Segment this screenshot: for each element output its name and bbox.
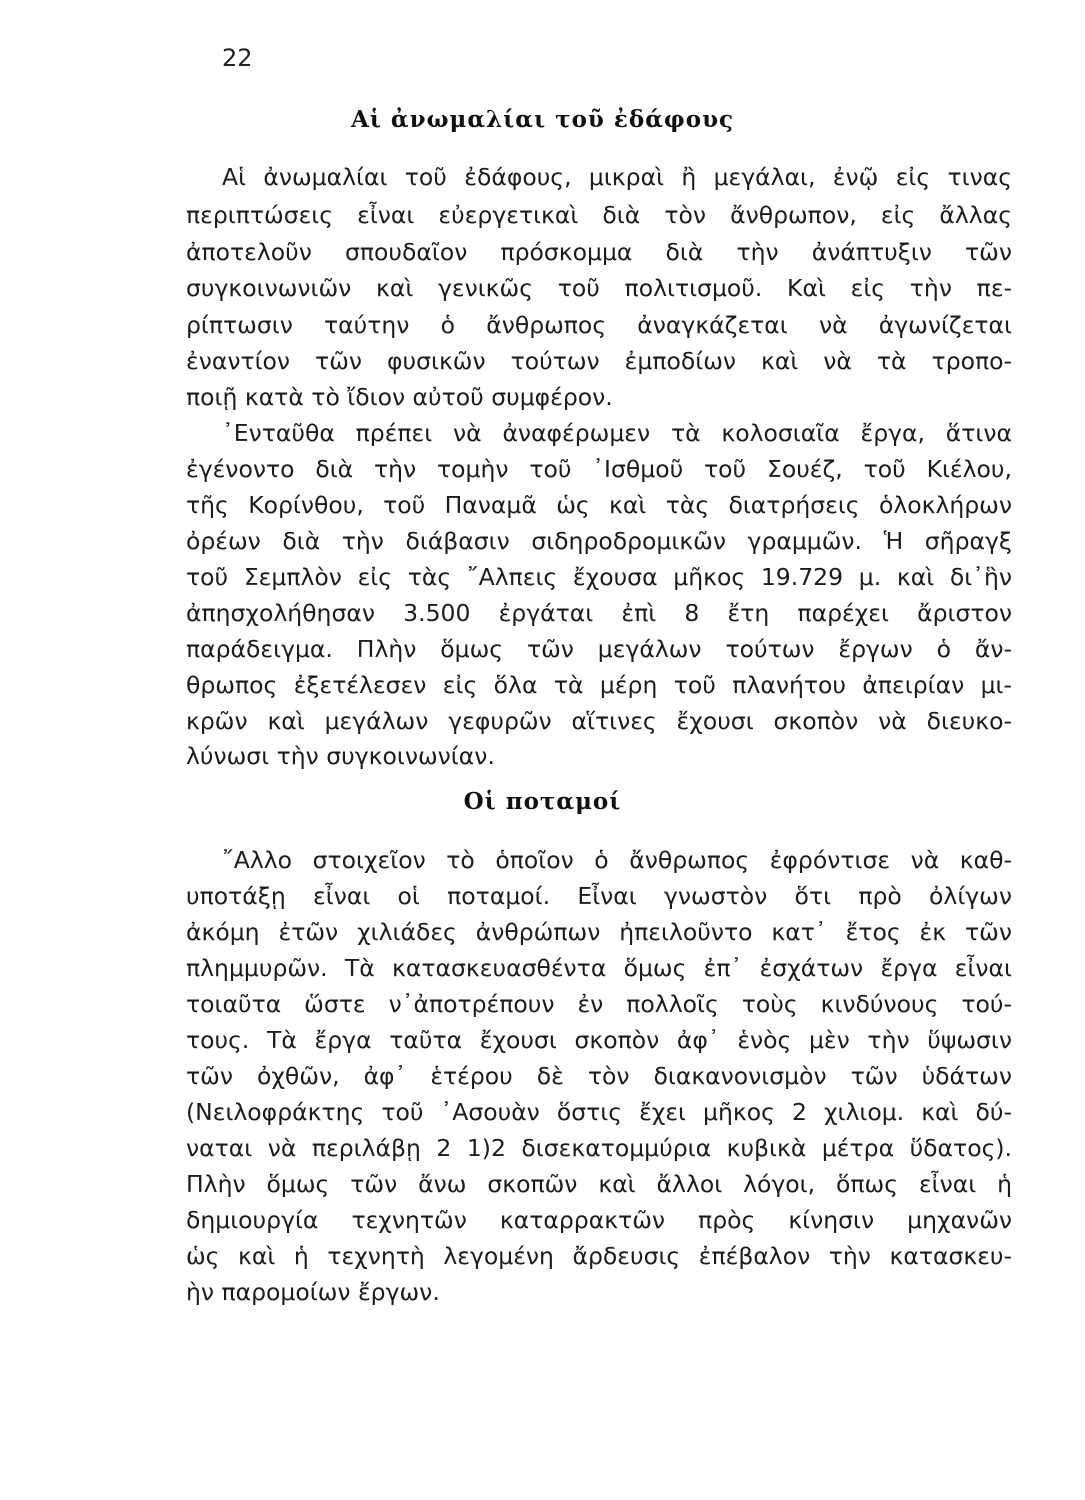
paragraph-line: περιπτώσεις εἶναι εὐεργετικαὶ διὰ τὸν ἄνθρωπον, εἰς ἄλλας bbox=[186, 201, 1012, 229]
paragraph-line: ἐγένοντο διὰ τὴν τομὴν τοῦ ᾿Ισθμοῦ τοῦ Σουέζ, τοῦ Κιέλου, bbox=[186, 455, 1012, 483]
paragraph-line: Πλὴν ὅμως τῶν ἄνω σκοπῶν καὶ ἄλλοι λόγοι, ὅπως εἶναι ἡ bbox=[186, 1170, 1012, 1198]
paragraph-line: τῆς Κορίνθου, τοῦ Παναμᾶ ὡς καὶ τὰς διατρήσεις ὁλοκλήρων bbox=[186, 491, 1012, 519]
paragraph-line: δημιουργία τεχνητῶν καταρρακτῶν πρὸς κίνησιν μηχανῶν bbox=[186, 1206, 1012, 1234]
paragraph-line: τῶν ὀχθῶν, ἀφ᾿ ἑτέρου δὲ τὸν διακανονισμὸν τῶν ὑδάτων bbox=[186, 1062, 1012, 1090]
paragraph-line: τοιαῦτα ὥστε ν᾿ἀποτρέπουν ἐν πολλοῖς τοὺς κινδύνους τού- bbox=[186, 990, 1012, 1018]
paragraph-line: ἐναντίον τῶν φυσικῶν τούτων ἐμποδίων καὶ νὰ τὰ τροπο- bbox=[186, 347, 1012, 375]
paragraph-line: παράδειγμα. Πλὴν ὅμως τῶν μεγάλων τούτων ἔργων ὁ ἄν- bbox=[186, 635, 1012, 663]
paragraph-line: θρωπος ἐξετέλεσεν εἰς ὅλα τὰ μέρη τοῦ πλανήτου ἀπειρίαν μι- bbox=[186, 671, 1012, 699]
section-title-rivers: Οἱ ποταμοί bbox=[463, 788, 622, 815]
paragraph-line: λύνωσι τὴν συγκοινωνίαν. bbox=[186, 742, 495, 770]
paragraph-line: ποιῇ κατὰ τὸ ἴδιον αὐτοῦ συμφέρον. bbox=[186, 383, 613, 411]
page-number: 22 bbox=[222, 44, 253, 72]
paragraph-line: ναται νὰ περιλάβῃ 2 1)2 δισεκατομμύρια κυβικὰ μέτρα ὕδατος). bbox=[186, 1134, 1012, 1162]
paragraph-line: Αἱ ἀνωμαλίαι τοῦ ἐδάφους, μικραὶ ἢ μεγάλαι, ἐνῷ εἰς τινας bbox=[222, 163, 1012, 191]
paragraph-line: ὀρέων διὰ τὴν διάβασιν σιδηροδρομικῶν γραμμῶν. Ἡ σῆραγξ bbox=[186, 527, 1012, 555]
paragraph-line: υποτάξῃ εἶναι οἱ ποταμοί. Εἶναι γνωστὸν ὅτι πρὸ ὀλίγων bbox=[186, 882, 1012, 910]
paragraph-line: ὡς καὶ ἡ τεχνητὴ λεγομένη ἄρδευσις ἐπέβαλον τὴν κατασκευ- bbox=[186, 1242, 1012, 1270]
paragraph-line: ἀπησχολήθησαν 3.500 ἐργάται ἐπὶ 8 ἔτη παρέχει ἄριστον bbox=[186, 599, 1012, 627]
paragraph-line: ὴν παρομοίων ἔργων. bbox=[186, 1278, 440, 1306]
paragraph-line: ᾿Ενταῦθα πρέπει νὰ ἀναφέρωμεν τὰ κολοσιαῖα ἔργα, ἅτινα bbox=[222, 419, 1012, 447]
paragraph-line: κρῶν καὶ μεγάλων γεφυρῶν αἵτινες ἔχουσι σκοπὸν νὰ διευκο- bbox=[186, 707, 1012, 735]
paragraph-line: ἀκόμη ἐτῶν χιλιάδες ἀνθρώπων ἠπειλοῦντο κατ᾿ ἔτος ἐκ τῶν bbox=[186, 918, 1012, 946]
paragraph-line: ῎Αλλο στοιχεῖον τὸ ὁποῖον ὁ ἄνθρωπος ἐφρόντισε νὰ καθ- bbox=[222, 846, 1012, 874]
paragraph-line: πλημμυρῶν. Τὰ κατασκευασθέντα ὅμως ἐπ᾿ ἐσχάτων ἔργα εἶναι bbox=[186, 954, 1012, 982]
paragraph-line: ρίπτωσιν ταύτην ὁ ἄνθρωπος ἀναγκάζεται νὰ ἀγωνίζεται bbox=[186, 311, 1012, 339]
paragraph-line: (Νειλοφράκτης τοῦ ᾿Ασουὰν ὅστις ἔχει μῆκος 2 χιλιομ. καὶ δύ- bbox=[186, 1098, 1012, 1126]
paragraph-line: συγκοινωνιῶν καὶ γενικῶς τοῦ πολιτισμοῦ. Καὶ εἰς τὴν πε- bbox=[186, 274, 1012, 302]
section-title-terrain: Αἱ ἀνωμαλίαι τοῦ ἐδάφους bbox=[350, 106, 735, 133]
paragraph-line: ἀποτελοῦν σπουδαῖον πρόσκομμα διὰ τὴν ἀνάπτυξιν τῶν bbox=[186, 238, 1012, 266]
paragraph-line: τοῦ Σεμπλὸν εἰς τὰς ῎Αλπεις ἔχουσα μῆκος 19.729 μ. καὶ δι᾿ἣν bbox=[186, 563, 1012, 591]
paragraph-line: τους. Τὰ ἔργα ταῦτα ἔχουσι σκοπὸν ἀφ᾿ ἑνὸς μὲν τὴν ὕψωσιν bbox=[186, 1026, 1012, 1054]
